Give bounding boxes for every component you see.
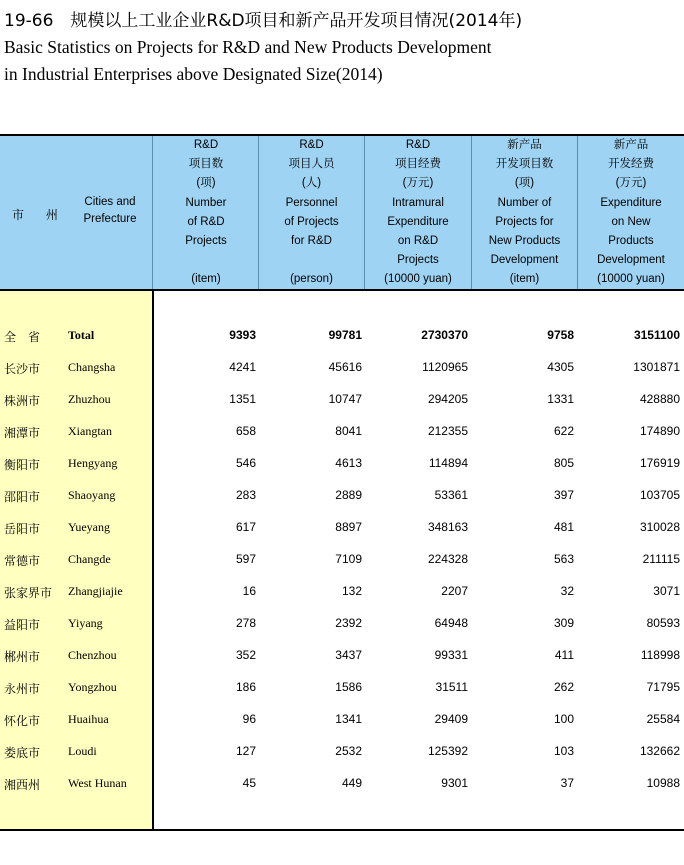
row-value-col5: 80593 — [646, 616, 680, 630]
row-name-english: Yueyang — [68, 520, 110, 534]
header-column-2 — [259, 136, 364, 289]
row-value-col4: 37 — [560, 776, 574, 790]
total-row — [0, 324, 684, 348]
row-value-col2: 10747 — [328, 392, 362, 406]
header-city-english-line2: Prefecture — [83, 213, 137, 225]
row-value-col5: 118998 — [640, 648, 680, 662]
row-name-english: Shaoyang — [68, 488, 116, 502]
row-value-col2: 99781 — [328, 328, 362, 342]
header-column-unit: (item) — [191, 272, 221, 285]
row-value-col3: 99331 — [434, 648, 468, 662]
table-title-english-line2: in Industrial Enterprises above Designated Size(2014) — [4, 64, 383, 84]
table-row — [0, 452, 684, 476]
row-value-col1: 1351 — [229, 392, 256, 406]
header-column-unit: (item) — [509, 272, 540, 285]
row-value-col5: 174890 — [639, 424, 680, 438]
row-value-col3: 114894 — [428, 456, 468, 470]
row-value-col3: 2730370 — [421, 328, 468, 342]
table-title-chinese: 19-66 规模以上工业企业R&D项目和新产品开发项目情况(2014年) — [4, 11, 523, 31]
row-value-col4: 563 — [553, 552, 574, 566]
table-row — [0, 388, 684, 412]
row-name-chinese: 株洲市 — [4, 394, 41, 408]
row-name-chinese: 全省 — [4, 330, 53, 344]
row-value-col1: 283 — [235, 488, 256, 502]
row-name-chinese: 岳阳市 — [4, 522, 41, 536]
row-value-col4: 262 — [553, 680, 574, 694]
table-row — [0, 612, 684, 636]
row-name-english: Zhuzhou — [68, 392, 111, 406]
row-name-english: Chenzhou — [68, 648, 117, 662]
table-row — [0, 548, 684, 572]
table-row — [0, 580, 684, 604]
row-value-col1: 127 — [235, 744, 256, 758]
row-name-english: Changsha — [68, 360, 116, 374]
header-column-1 — [154, 136, 258, 289]
row-value-col3: 64948 — [434, 616, 468, 630]
header-column-line: Number — [185, 196, 227, 209]
row-value-col1: 617 — [235, 520, 256, 534]
row-name-chinese: 永州市 — [4, 682, 41, 696]
table-title-english-line1: Basic Statistics on Projects for R&D and New Products Development — [4, 37, 492, 57]
header-column-line: Development — [490, 254, 559, 267]
row-value-col2: 1586 — [335, 680, 362, 694]
row-value-col5: 103705 — [639, 488, 680, 502]
header-column-line: (项) — [514, 177, 535, 190]
row-value-col2: 45616 — [328, 360, 362, 374]
row-value-col5: 1301871 — [633, 360, 680, 374]
row-name-english: Total — [68, 328, 95, 342]
row-value-col5: 10988 — [646, 776, 680, 790]
row-name-chinese: 益阳市 — [4, 618, 41, 632]
row-value-col2: 1341 — [335, 712, 362, 726]
row-value-col2: 449 — [341, 776, 362, 790]
row-name-english: Yiyang — [68, 616, 103, 630]
row-name-english: Changde — [68, 552, 111, 566]
row-value-col4: 100 — [553, 712, 574, 726]
row-name-chinese: 常德市 — [4, 554, 41, 568]
table-row — [0, 772, 684, 796]
row-name-english: Zhangjiajie — [68, 584, 123, 598]
header-city-chinese: 市 州 — [12, 208, 67, 222]
row-name-chinese: 邵阳市 — [4, 490, 41, 504]
table-row — [0, 356, 684, 380]
header-column-line: (万元) — [615, 177, 647, 190]
row-value-col3: 125392 — [427, 744, 468, 758]
row-value-col5: 211115 — [642, 552, 680, 566]
header-column-3 — [365, 136, 471, 289]
table-row — [0, 676, 684, 700]
header-column-line: 新产品 — [507, 139, 542, 151]
row-value-col2: 8897 — [335, 520, 362, 534]
row-value-col2: 2392 — [335, 616, 362, 630]
row-name-english: West Hunan — [68, 776, 127, 790]
row-value-col4: 103 — [553, 744, 574, 758]
header-column-line: R&D — [299, 139, 324, 151]
header-column-4 — [472, 136, 577, 289]
header-separator — [152, 136, 153, 289]
row-name-chinese: 湘西州 — [4, 778, 41, 792]
row-value-col4: 32 — [560, 584, 574, 598]
row-value-col5: 71795 — [646, 680, 680, 694]
row-value-col3: 224328 — [427, 552, 468, 566]
row-value-col1: 9393 — [229, 328, 256, 342]
header-city-english — [78, 194, 142, 228]
header-column-line: R&D — [405, 139, 431, 151]
row-value-col5: 310028 — [639, 520, 680, 534]
header-column-5 — [578, 136, 684, 289]
row-value-col4: 622 — [553, 424, 574, 438]
row-value-col4: 1331 — [547, 392, 574, 406]
row-value-col4: 4305 — [547, 360, 574, 374]
header-column-line: 开发经费 — [608, 158, 654, 171]
row-value-col1: 658 — [235, 424, 256, 438]
table-row — [0, 420, 684, 444]
header-column-unit: (10000 yuan) — [597, 272, 665, 285]
row-value-col3: 348163 — [427, 520, 468, 534]
header-column-line: Projects for — [495, 215, 554, 228]
statistics-table — [0, 134, 684, 831]
header-column-line: Products — [608, 235, 654, 248]
row-value-col4: 397 — [553, 488, 574, 502]
row-value-col3: 2207 — [441, 584, 468, 598]
row-value-col1: 96 — [242, 712, 256, 726]
row-value-col3: 1120965 — [422, 360, 468, 374]
row-value-col2: 3437 — [335, 648, 362, 662]
header-column-line: on R&D — [397, 235, 439, 248]
table-bottom-rule — [0, 829, 684, 831]
row-name-chinese: 娄底市 — [4, 746, 41, 760]
header-column-line: Expenditure — [387, 215, 449, 228]
header-column-line: Development — [597, 254, 665, 267]
row-value-col2: 2889 — [335, 488, 362, 502]
header-column-line: Expenditure — [600, 196, 662, 209]
table-row — [0, 708, 684, 732]
table-row — [0, 644, 684, 668]
row-value-col5: 176919 — [639, 456, 680, 470]
header-column-line: of Projects — [284, 215, 339, 228]
header-city-english-line1: Cities and — [84, 196, 136, 208]
table-row — [0, 516, 684, 540]
row-value-col4: 805 — [553, 456, 574, 470]
row-value-col2: 132 — [341, 584, 362, 598]
row-name-chinese: 怀化市 — [4, 714, 41, 728]
header-column-line: 项目经费 — [395, 158, 441, 171]
row-value-col3: 29409 — [434, 712, 468, 726]
row-value-col1: 546 — [235, 456, 256, 470]
row-value-col3: 9301 — [441, 776, 468, 790]
header-column-line: (项) — [196, 177, 216, 190]
row-value-col3: 294205 — [427, 392, 468, 406]
row-name-english: Hengyang — [68, 456, 118, 470]
row-value-col5: 132662 — [639, 744, 680, 758]
header-column-line: Intramural — [392, 196, 444, 209]
row-value-col3: 53361 — [434, 488, 468, 502]
row-value-col5: 3151100 — [633, 328, 680, 342]
row-value-col4: 411 — [554, 648, 574, 662]
row-name-english: Yongzhou — [68, 680, 117, 694]
header-column-line: (人) — [301, 177, 322, 190]
row-value-col1: 4241 — [229, 360, 256, 374]
header-column-line: for R&D — [291, 235, 332, 248]
row-value-col2: 7109 — [335, 552, 362, 566]
row-value-col2: 2532 — [335, 744, 362, 758]
row-name-english: Loudi — [68, 744, 97, 758]
row-value-col1: 16 — [242, 584, 256, 598]
row-value-col5: 3071 — [653, 584, 680, 598]
header-column-line: Projects — [185, 235, 227, 248]
header-column-unit: (person) — [290, 272, 333, 285]
row-name-chinese: 湘潭市 — [4, 426, 41, 440]
row-value-col1: 45 — [242, 776, 256, 790]
header-column-line: 项目数 — [188, 158, 224, 171]
row-name-chinese: 衡阳市 — [4, 458, 41, 472]
header-column-line: Number of — [497, 196, 552, 209]
table-row — [0, 484, 684, 508]
header-column-line: 项目人员 — [288, 158, 335, 171]
row-value-col5: 25584 — [646, 712, 680, 726]
row-value-col5: 428880 — [639, 392, 680, 406]
header-column-line: 开发项目数 — [495, 158, 554, 171]
header-column-line: Projects — [397, 254, 439, 267]
row-value-col4: 9758 — [547, 328, 574, 342]
header-column-line: New Products — [488, 235, 561, 248]
table-row — [0, 740, 684, 764]
header-column-line: Personnel — [285, 196, 338, 209]
row-value-col4: 309 — [553, 616, 574, 630]
row-name-chinese: 张家界市 — [4, 586, 53, 600]
row-name-english: Huaihua — [68, 712, 109, 726]
header-column-line: 新产品 — [613, 139, 649, 151]
row-name-chinese: 郴州市 — [4, 650, 41, 664]
row-name-chinese: 长沙市 — [4, 362, 41, 376]
row-value-col3: 212355 — [427, 424, 468, 438]
row-value-col1: 352 — [235, 648, 256, 662]
row-value-col1: 597 — [235, 552, 256, 566]
header-column-unit: (10000 yuan) — [384, 272, 452, 285]
row-value-col1: 186 — [235, 680, 256, 694]
row-value-col3: 31511 — [435, 680, 468, 694]
header-column-line: R&D — [193, 139, 219, 151]
row-value-col2: 8041 — [335, 424, 362, 438]
row-name-english: Xiangtan — [68, 424, 112, 438]
row-value-col1: 278 — [235, 616, 256, 630]
row-value-col2: 4613 — [335, 456, 362, 470]
header-column-line: (万元) — [402, 177, 434, 190]
header-column-line: on New — [611, 215, 651, 228]
row-value-col4: 481 — [553, 520, 574, 534]
header-column-line: of R&D — [187, 215, 225, 228]
